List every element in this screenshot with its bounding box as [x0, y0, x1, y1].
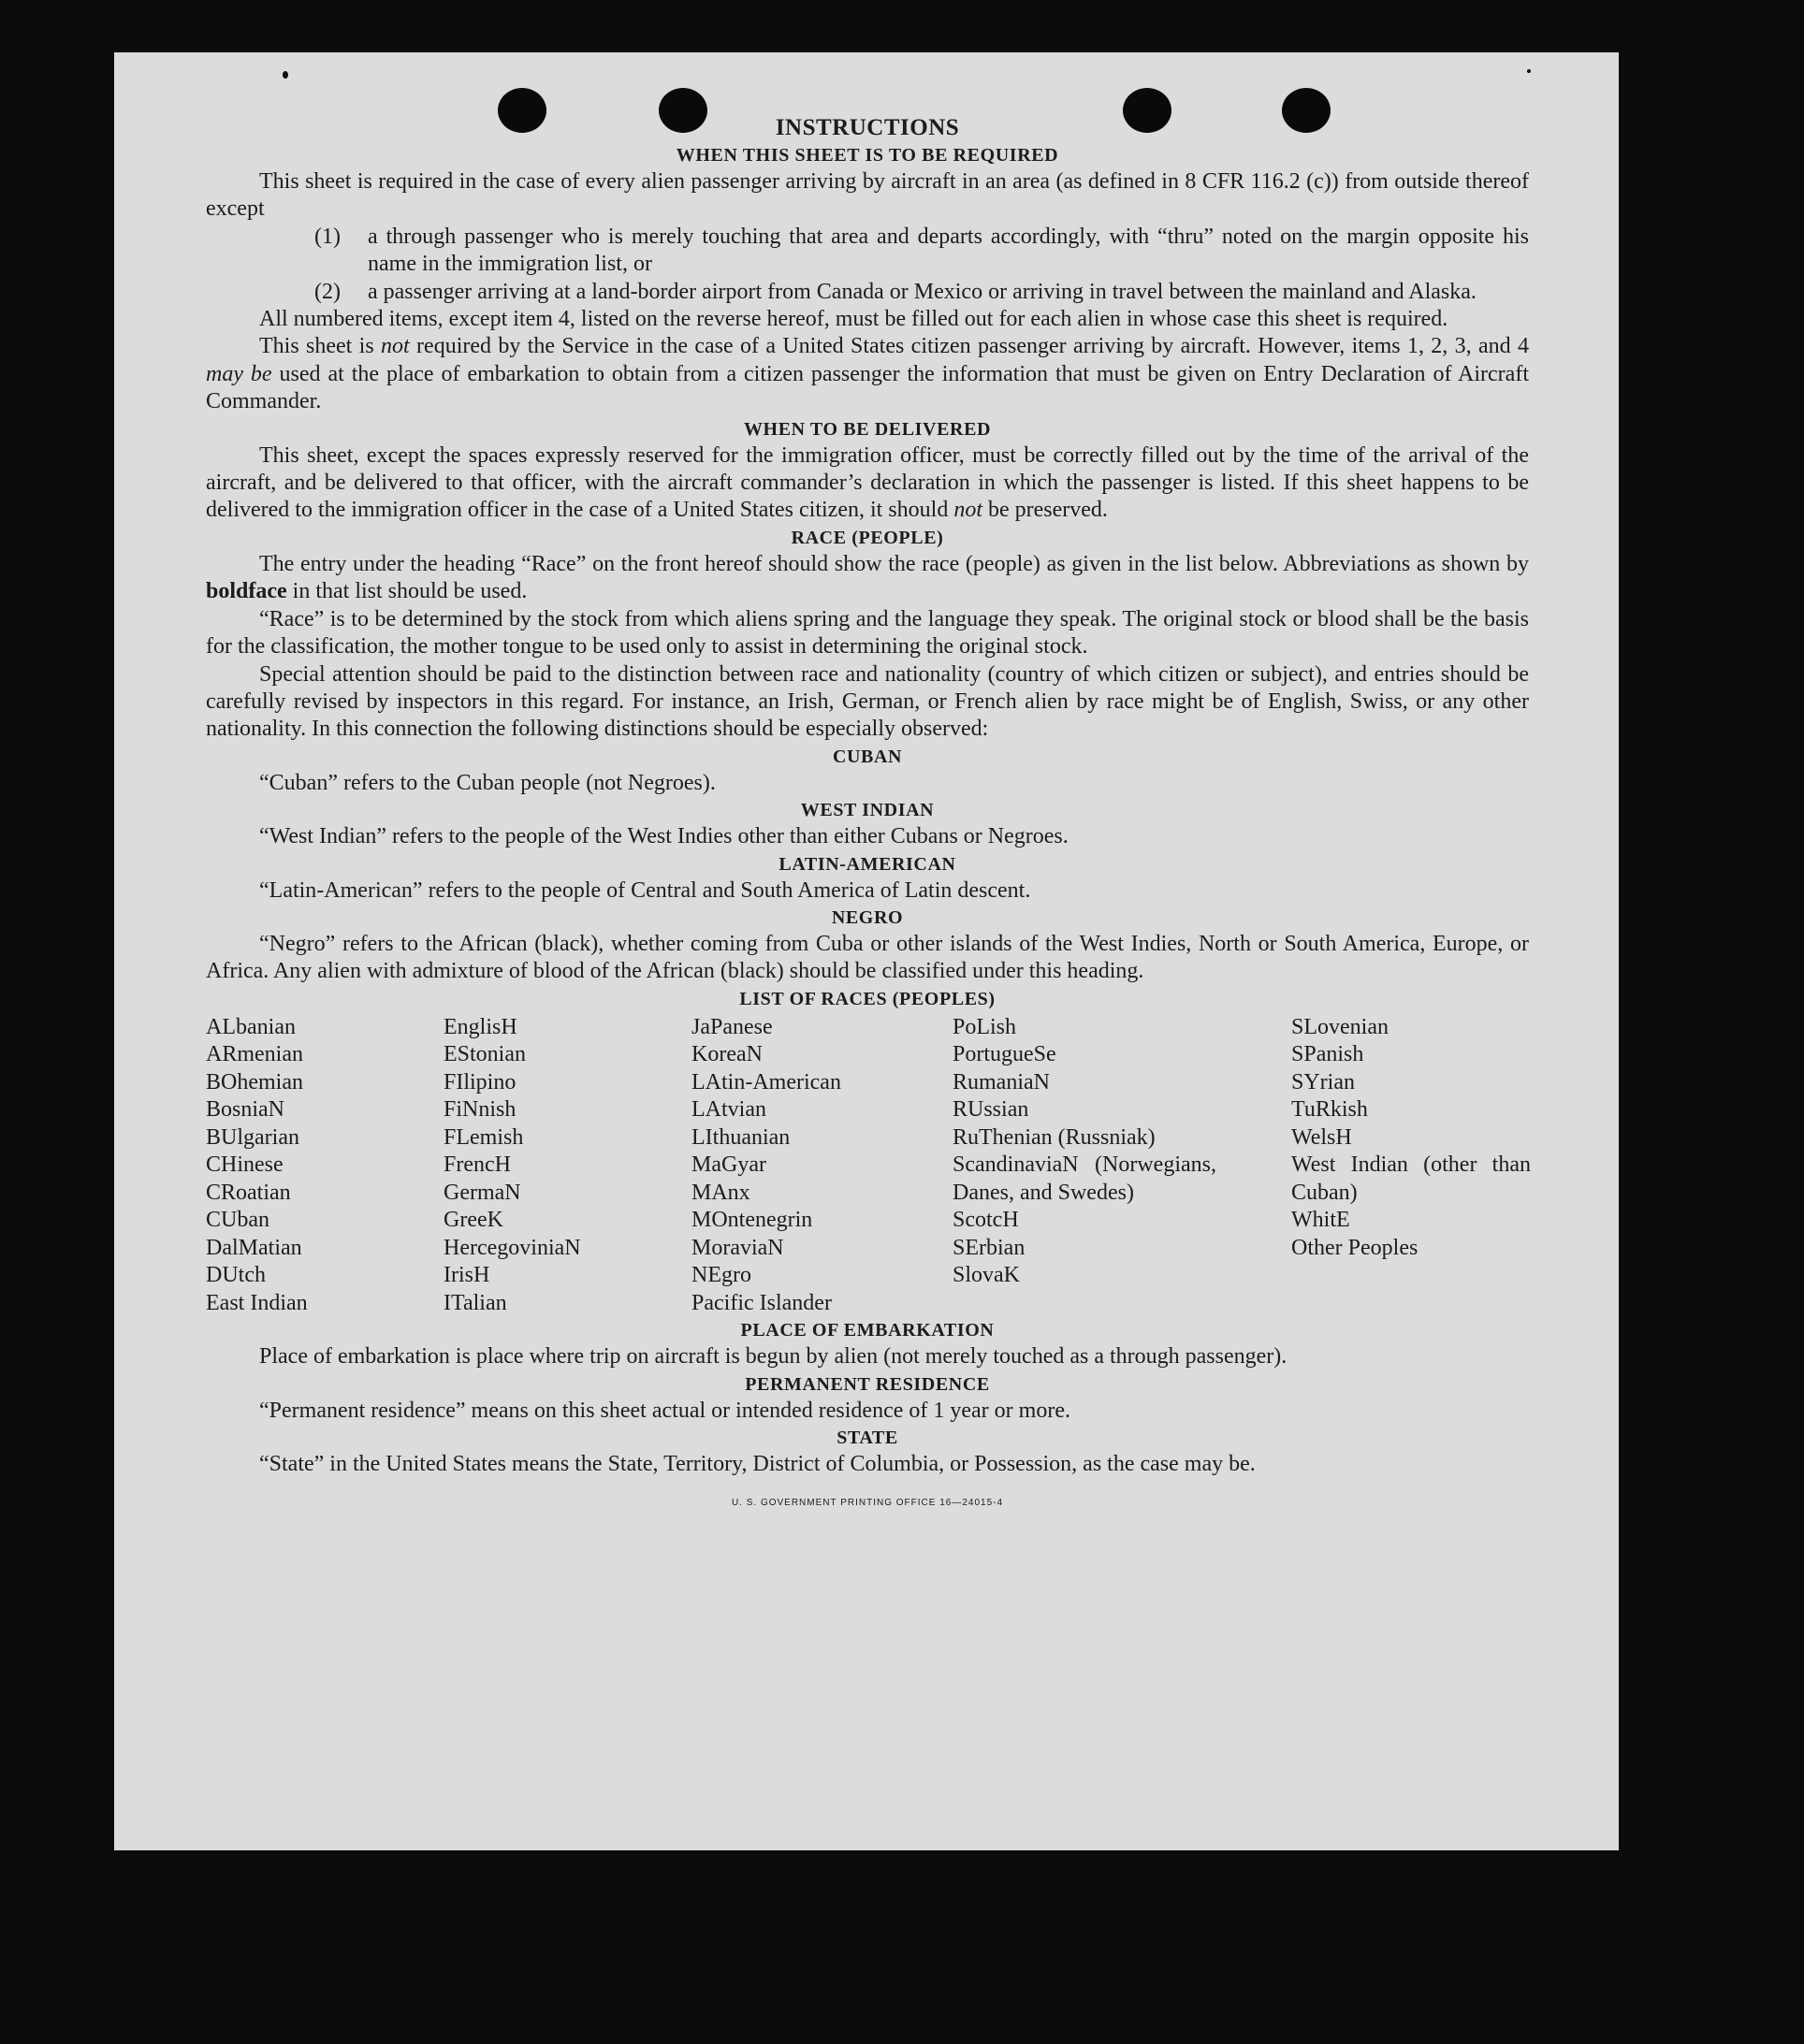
race-entry: Pacific Islander	[691, 1290, 832, 1315]
item-number: (2)	[314, 279, 341, 304]
race-entry: JaPanese	[691, 1014, 773, 1039]
speck	[1527, 69, 1531, 73]
race-entry: Other Peoples	[1291, 1235, 1418, 1260]
races-list	[206, 1014, 1529, 1318]
heading-list-of-races: LIST OF RACES (PEOPLES)	[739, 988, 996, 1009]
list-item	[206, 224, 1529, 279]
race-entry: ALbanian	[206, 1014, 296, 1039]
race-entry: ARmenian	[206, 1042, 303, 1067]
race-entry: BosniaN	[206, 1097, 284, 1123]
paragraph: “Race” is to be determined by the stock from which aliens spring and the language they speak. The original stock or blood shall be the basis for the classification, the mother tongue to be used only to assist in determining the original stock.	[206, 606, 1529, 660]
heading-negro: NEGRO	[831, 906, 904, 928]
list-item	[206, 279, 1529, 306]
race-entry: LAtin-American	[691, 1069, 841, 1094]
punch-hole	[1282, 88, 1331, 133]
emphasis: not	[381, 334, 410, 359]
race-entry: SLovenian	[1291, 1014, 1389, 1039]
punch-hole	[659, 88, 707, 133]
punch-hole	[498, 88, 546, 133]
paragraph: “Permanent residence” means on this sheet actual or intended residence of 1 year or more.	[259, 1398, 1070, 1423]
race-entry: MoraviaN	[691, 1235, 784, 1260]
paragraph: “Negro” refers to the African (black), whether coming from Cuba or other islands of the West Indies, North or South America, Europe, or Africa. Any alien with admixture of blood of the African (black) should be classified under this heading.	[206, 931, 1529, 984]
race-entry: SlovaK	[953, 1263, 1020, 1288]
races-column	[444, 1014, 691, 1318]
paragraph: “West Indian” refers to the people of the West Indies other than either Cubans or Negroes.	[259, 824, 1069, 849]
item-text: a through passenger who is merely touching that area and departs accordingly, with “thru” noted on the margin opposite his name in the immigration list, or	[368, 224, 1529, 277]
bold-word: boldface	[206, 579, 287, 604]
speck	[283, 71, 288, 79]
race-entry: FLemish	[444, 1124, 524, 1150]
race-entry: ScotcH	[953, 1208, 1019, 1233]
race-entry: DUtch	[206, 1263, 266, 1288]
instructions-content	[206, 114, 1529, 1517]
race-entry: FiNnish	[444, 1097, 516, 1123]
heading-state: STATE	[837, 1428, 898, 1449]
race-entry: RUssian	[953, 1097, 1029, 1123]
document-sheet	[114, 52, 1619, 1850]
paragraph: The entry under the heading “Race” on the front hereof should show the race (people) as given in the list below. Abbreviations as shown by boldface in that list should be used.	[206, 551, 1529, 604]
race-entry: SErbian	[953, 1235, 1026, 1260]
paragraph: “Latin-American” refers to the people of Central and South America of Latin descent.	[259, 877, 1031, 903]
race-entry: CUban	[206, 1208, 269, 1233]
race-entry: MaGyar	[691, 1152, 766, 1178]
race-entry: CRoatian	[206, 1180, 291, 1205]
race-entry: GreeK	[444, 1208, 503, 1233]
paragraph: This sheet is required in the case of every alien passenger arriving by aircraft in an area (as defined in 8 CFR 116.2 (c)) from outside thereof except	[206, 169, 1529, 222]
page-title: INSTRUCTIONS	[775, 115, 960, 140]
heading-latin-american: LATIN-AMERICAN	[778, 853, 956, 875]
race-entry: LAtvian	[691, 1097, 766, 1123]
race-entry: HercegoviniaN	[444, 1235, 581, 1260]
race-entry: ITalian	[444, 1290, 507, 1315]
heading-west-indian: WEST INDIAN	[800, 800, 935, 821]
races-column	[206, 1014, 444, 1318]
paragraph: Place of embarkation is place where trip on aircraft is begun by alien (not merely touched as a through passenger).	[259, 1344, 1288, 1370]
race-entry: EStonian	[444, 1042, 526, 1067]
race-entry: WhitE	[1291, 1208, 1350, 1233]
race-entry: TuRkish	[1291, 1097, 1368, 1123]
emphasis: may be	[206, 361, 272, 386]
paragraph: “State” in the United States means the State, Territory, District of Columbia, or Possession, as the case may be.	[259, 1452, 1256, 1477]
race-entry: LIthuanian	[691, 1124, 791, 1150]
race-entry: GermaN	[444, 1180, 521, 1205]
printer-imprint: U. S. GOVERNMENT PRINTING OFFICE 16—24015-4	[731, 1498, 1004, 1509]
race-entry: MOntenegrin	[691, 1208, 813, 1233]
heading-race: RACE (PEOPLE)	[791, 527, 944, 548]
heading-when-required: WHEN THIS SHEET IS TO BE REQUIRED	[676, 145, 1059, 166]
paragraph: This sheet, except the spaces expressly reserved for the immigration officer, must be correctly filled out by the time of the arrival of the aircraft, and be delivered to that officer, with the aircraft commander’s declaration in which the passenger is listed. If this sheet happens to be delivered to the immigration officer in the case of a United States citizen, it should not be preserved.	[206, 442, 1529, 523]
race-entry: MAnx	[691, 1180, 750, 1205]
race-entry: IrisH	[444, 1263, 490, 1288]
race-entry: WelsH	[1291, 1124, 1352, 1150]
race-entry: West Indian (other than Cuban)	[1291, 1152, 1531, 1205]
paragraph: Special attention should be paid to the distinction between race and nationality (country of which citizen or subject), and entries should be carefully revised by inspectors in this regard. For instance, an Irish, German, or French alien by race might be of English, Swiss, or any other nationality. In this connection the following distinctions should be especially observed:	[206, 661, 1529, 742]
races-column	[953, 1014, 1291, 1318]
paragraph: All numbered items, except item 4, listed on the reverse hereof, must be filled out for each alien in whose case this sheet is required.	[259, 307, 1448, 332]
race-entry: DalMatian	[206, 1235, 302, 1260]
item-text: a passenger arriving at a land-border airport from Canada or Mexico or arriving in travel between the mainland and Alaska.	[368, 279, 1477, 304]
race-entry: FrencH	[444, 1152, 511, 1178]
race-entry: PortugueSe	[953, 1042, 1056, 1067]
item-number: (1)	[314, 224, 341, 249]
race-entry: PoLish	[953, 1014, 1017, 1039]
races-column	[691, 1014, 953, 1318]
race-entry: RumaniaN	[953, 1069, 1050, 1094]
race-entry: SYrian	[1291, 1069, 1355, 1094]
races-column	[1291, 1014, 1531, 1318]
race-entry: ScandinaviaN (Norwegians, Danes, and Swedes)	[953, 1152, 1216, 1205]
heading-when-delivered: WHEN TO BE DELIVERED	[743, 418, 992, 440]
race-entry: BOhemian	[206, 1069, 303, 1094]
paragraph: “Cuban” refers to the Cuban people (not Negroes).	[259, 770, 716, 795]
heading-cuban: CUBAN	[832, 746, 903, 767]
race-entry: East Indian	[206, 1290, 308, 1315]
race-entry: BUlgarian	[206, 1124, 299, 1150]
race-entry: FIlipino	[444, 1069, 516, 1094]
heading-embarkation: PLACE OF EMBARKATION	[740, 1320, 995, 1341]
punch-hole	[1123, 88, 1171, 133]
heading-residence: PERMANENT RESIDENCE	[745, 1373, 990, 1395]
paragraph: This sheet is not required by the Service in the case of a United States citizen passenger arriving by aircraft. However, items 1, 2, 3, and 4 may be used at the place of embarkation to obtain from a citizen passenger the information that must be given on Entry Declaration of Aircraft Commander.	[206, 334, 1529, 414]
emphasis: not	[953, 498, 982, 523]
race-entry: NEgro	[691, 1263, 751, 1288]
race-entry: KoreaN	[691, 1042, 763, 1067]
race-entry: RuThenian (Russniak)	[953, 1124, 1156, 1150]
race-entry: EnglisH	[444, 1014, 517, 1039]
race-entry: CHinese	[206, 1152, 284, 1178]
race-entry: SPanish	[1291, 1042, 1364, 1067]
